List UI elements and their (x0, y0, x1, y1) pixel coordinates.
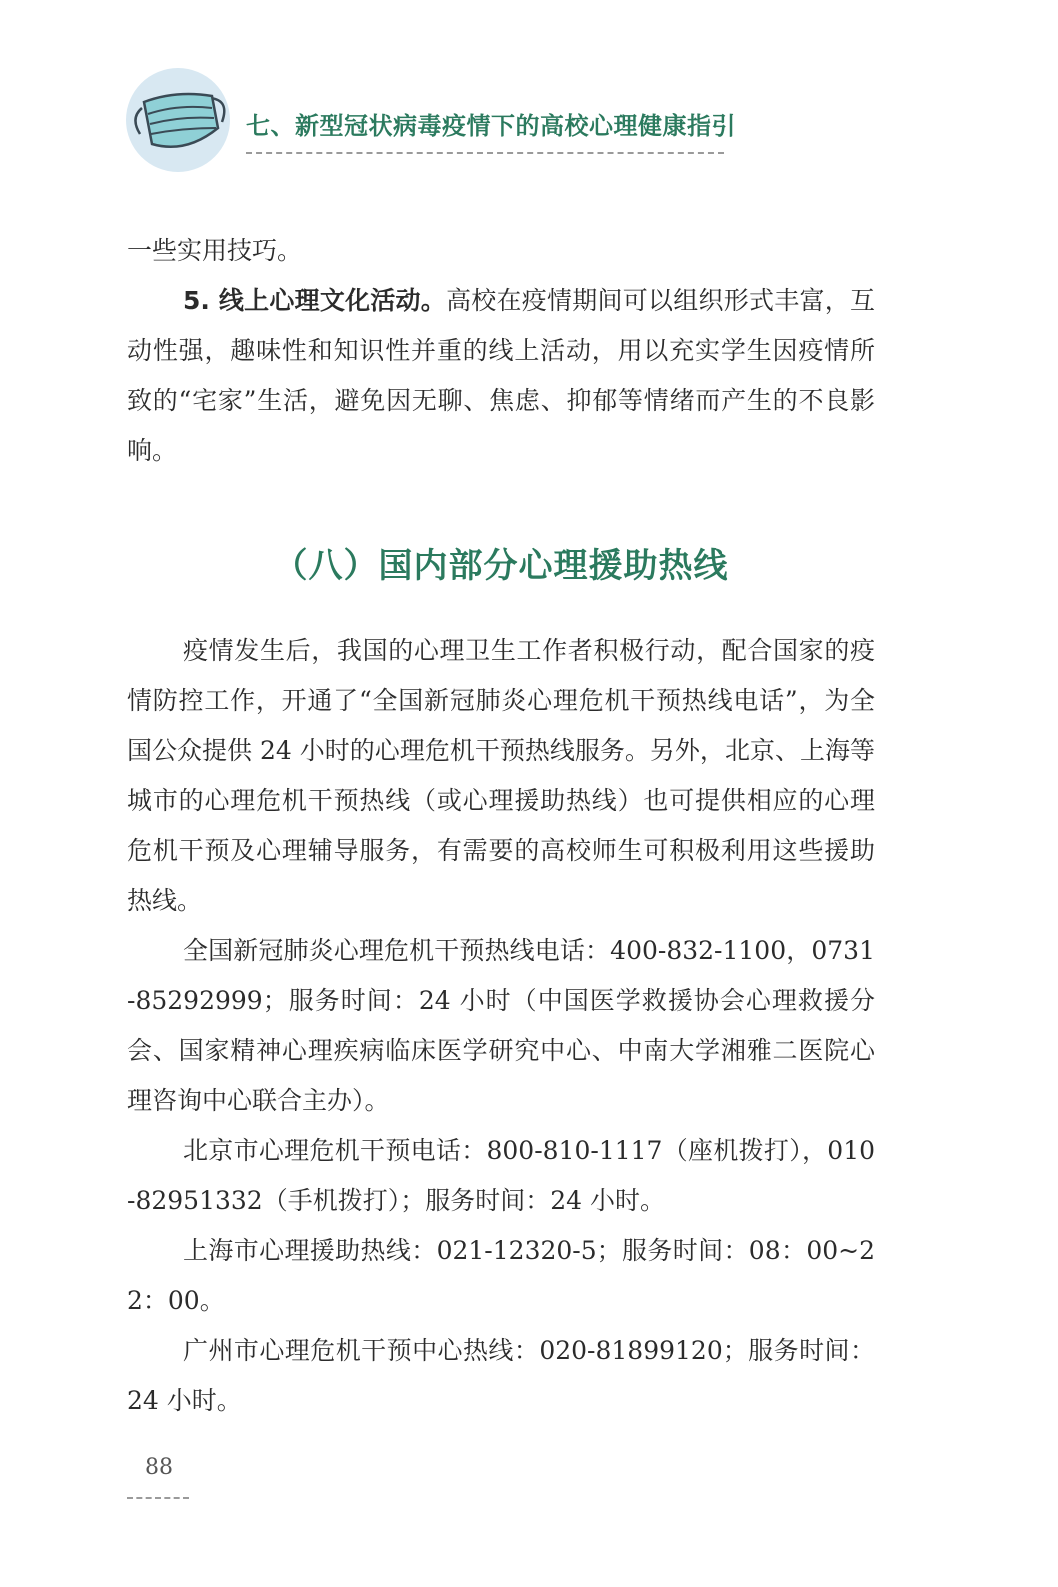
chapter-title: 七、新型冠状病毒疫情下的高校心理健康指引 (246, 111, 736, 140)
page-header (126, 68, 746, 178)
national-hotline-paragraph: 全国新冠肺炎心理危机干预热线电话：400-832-1100，0731-85292999；服务时间：24 小时（中国医学救援协会心理救援分会、国家精神心理疾病临床医学研究中心、中南大学湘雅二医院心理咨询中心联合主办）。 (127, 936, 875, 1115)
face-mask-icon (126, 68, 230, 172)
item5-paragraph (127, 276, 875, 476)
continuation-paragraph: 一些实用技巧。 (127, 236, 303, 265)
top-text-block (127, 226, 875, 476)
header-divider (246, 152, 724, 154)
intro-paragraph: 疫情发生后，我国的心理卫生工作者积极行动，配合国家的疫情防控工作，开通了“全国新冠肺炎心理危机干预热线电话”，为全国公众提供 24 小时的心理危机干预热线服务。另外，北京、上海等城市的心理危机干预热线（或心理援助热线）也可提供相应的心理危机干预及心理辅导服务，有需要的高校师生可积极利用这些援助热线。 (127, 636, 875, 915)
page-number: 88 (145, 1455, 173, 1480)
beijing-hotline-paragraph: 北京市心理危机干预电话：800-810-1117（座机拨打），010-82951332（手机拨打）；服务时间：24 小时。 (127, 1136, 875, 1215)
item5-lead: 5. 线上心理文化活动。 (183, 286, 447, 315)
footer-divider (127, 1497, 189, 1499)
item5-body: 高校在疫情期间可以组织形式丰富，互动性强，趣味性和知识性并重的线上活动，用以充实学生因疫情所致的“宅家”生活，避免因无聊、焦虑、抑郁等情绪而产生的不良影响。 (127, 286, 875, 465)
section-heading: （八）国内部分心理援助热线 (273, 546, 729, 586)
guangzhou-hotline-paragraph: 广州市心理危机干预中心热线：020-81899120；服务时间：24 小时。 (127, 1336, 875, 1415)
hotline-text-block (127, 626, 875, 1426)
shanghai-hotline-paragraph: 上海市心理援助热线：021-12320-5；服务时间：08：00~22：00。 (127, 1236, 875, 1315)
